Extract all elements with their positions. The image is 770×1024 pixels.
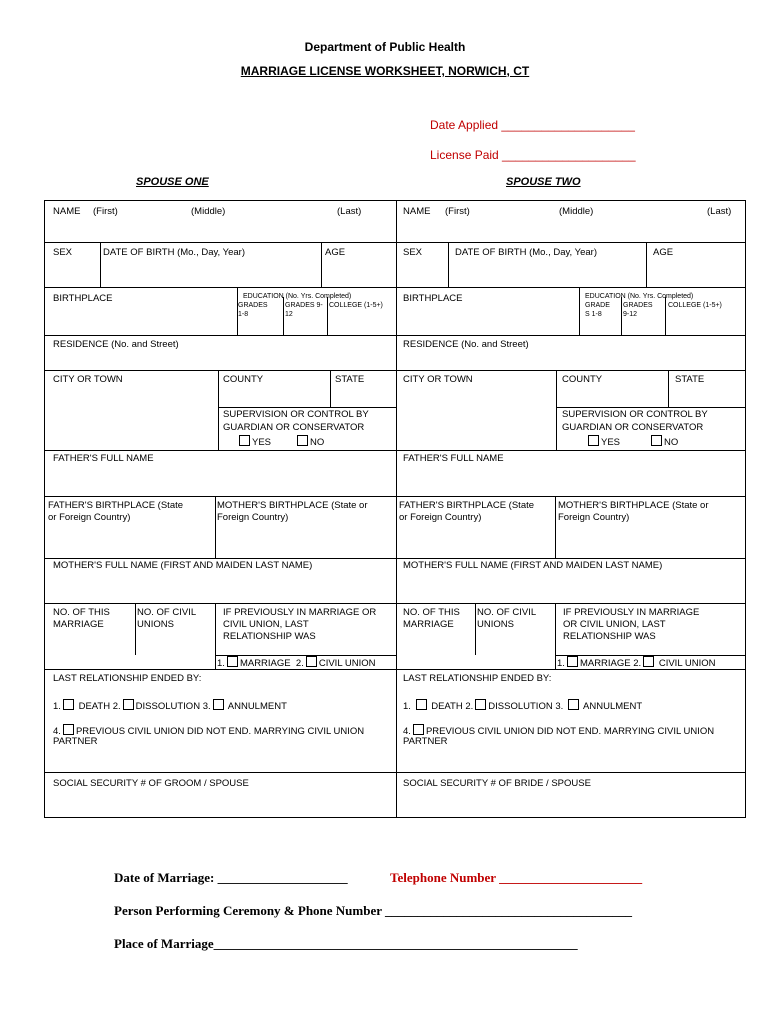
- s2-prev-2: OR CIVIL UNION, LAST: [563, 619, 666, 630]
- s2-annulment-checkbox[interactable]: [568, 699, 579, 710]
- s2-college-label: COLLEGE (1-5+): [668, 302, 722, 309]
- s1-no-marriage-1: NO. OF THIS: [53, 607, 110, 618]
- s2-birthplace-label: BIRTHPLACE: [403, 293, 463, 304]
- s1-father-name-label: FATHER'S FULL NAME: [53, 453, 154, 464]
- s1-middle-label: (Middle): [191, 206, 226, 217]
- s1-name-label: NAME: [53, 206, 81, 217]
- s2-previous-union-checkbox[interactable]: [413, 724, 424, 735]
- s2-prev-1: IF PREVIOUSLY IN MARRIAGE: [563, 607, 700, 618]
- date-of-marriage-field[interactable]: Date of Marriage: ____________________: [114, 870, 348, 885]
- s2-grades-9-12-b: 9-12: [623, 311, 638, 318]
- s2-yes-label: YES: [601, 437, 621, 448]
- s1-prev-options: 1. MARRIAGE 2. CIVIL UNION: [217, 658, 376, 669]
- s1-birthplace-label: BIRTHPLACE: [53, 293, 113, 304]
- s2-residence-label: RESIDENCE (No. and Street): [403, 339, 529, 350]
- s1-supervision-1: SUPERVISION OR CONTROL BY: [223, 409, 369, 420]
- spouse-one-heading: SPOUSE ONE: [136, 176, 209, 188]
- s1-ended-options: 1. DEATH 2. DISSOLUTION 3. ANNULMENT: [53, 701, 287, 712]
- s1-civil-union-checkbox[interactable]: [306, 656, 317, 667]
- s1-marriage-label: MARRIAGE: [239, 658, 291, 669]
- license-paid-field[interactable]: License Paid ____________________: [430, 148, 636, 162]
- s1-civil-union-label: CIVIL UNION: [318, 658, 376, 669]
- s1-residence-label: RESIDENCE (No. and Street): [53, 339, 179, 350]
- s2-education-label: EDUCATION (No. Yrs. Completed): [585, 293, 694, 300]
- s2-marriage-label: MARRIAGE: [579, 658, 631, 669]
- s2-ended-options: 1. DEATH 2. DISSOLUTION 3. ANNULMENT: [403, 701, 643, 712]
- s2-mother-bp-2: Foreign Country): [558, 512, 630, 523]
- s1-sex-label: SEX: [53, 247, 73, 258]
- s1-college-label: COLLEGE (1-5+): [329, 302, 383, 309]
- place-of-marriage-field[interactable]: Place of Marriage________________________________________________________: [114, 936, 578, 951]
- s1-yes-label: YES: [252, 437, 272, 448]
- s1-education-label: EDUCATION (No. Yrs. Completed): [243, 293, 352, 300]
- s2-sex-label: SEX: [403, 247, 423, 258]
- s2-no-label: NO: [664, 437, 679, 448]
- s2-first-label: (First): [445, 206, 470, 217]
- s2-prev-options: 1. MARRIAGE 2. CIVIL UNION: [557, 658, 716, 669]
- center-divider: [396, 201, 397, 818]
- s1-grades-1-8-a: GRADES: [238, 302, 268, 309]
- s2-supervision-no: [649, 435, 678, 449]
- s2-no-marriage-1: NO. OF THIS: [403, 607, 460, 618]
- s2-last-label: (Last): [707, 206, 732, 217]
- s2-grades-9-12-a: GRADES: [623, 302, 653, 309]
- s1-previous-union-checkbox[interactable]: [63, 724, 74, 735]
- s1-no-unions-2: UNIONS: [137, 619, 174, 630]
- s2-dissolution-checkbox[interactable]: [475, 699, 486, 710]
- s1-last-label: (Last): [337, 206, 362, 217]
- s2-no-marriage-2: MARRIAGE: [403, 619, 454, 630]
- s1-state-label: STATE: [335, 374, 365, 385]
- s2-father-bp-2: or Foreign Country): [399, 512, 482, 523]
- s1-grades-1-8-b: 1-8: [238, 311, 249, 318]
- s2-name-label: NAME: [403, 206, 431, 217]
- s2-no-unions-2: UNIONS: [477, 619, 514, 630]
- s2-end4-line2: PARTNER: [403, 736, 448, 747]
- s2-mother-bp-1: MOTHER'S BIRTHPLACE (State or: [558, 500, 709, 511]
- s1-age-label: AGE: [325, 247, 346, 258]
- s2-marriage-checkbox[interactable]: [567, 656, 578, 667]
- s1-no-unions-1: NO. OF CIVIL: [137, 607, 197, 618]
- s1-supervision-2: GUARDIAN OR CONSERVATOR: [223, 422, 365, 433]
- s1-death-checkbox[interactable]: [63, 699, 74, 710]
- s1-dob-label: DATE OF BIRTH (Mo., Day, Year): [103, 247, 246, 258]
- s2-supervision-1: SUPERVISION OR CONTROL BY: [562, 409, 708, 420]
- date-applied-field[interactable]: Date Applied ____________________: [430, 118, 635, 132]
- s2-end4-line1: 4. PREVIOUS CIVIL UNION DID NOT END. MARRYING CIVIL UNION: [403, 726, 715, 737]
- s1-first-label: (First): [93, 206, 118, 217]
- s1-dissolution-checkbox[interactable]: [123, 699, 134, 710]
- s1-ended-label: LAST RELATIONSHIP ENDED BY:: [53, 673, 202, 684]
- s1-father-bp-2: or Foreign Country): [48, 512, 131, 523]
- s2-death-checkbox[interactable]: [416, 699, 427, 710]
- s2-civil-union-checkbox[interactable]: [643, 656, 654, 667]
- s1-no-checkbox[interactable]: [297, 435, 308, 446]
- s2-grades-1-8-b: S 1-8: [585, 311, 602, 318]
- s1-prev-2: CIVIL UNION, LAST: [223, 619, 309, 630]
- s1-prev-3: RELATIONSHIP WAS: [223, 631, 316, 642]
- s2-supervision-yes: [586, 435, 620, 449]
- spouse-two-heading: SPOUSE TWO: [506, 176, 581, 188]
- worksheet-form: [44, 200, 746, 818]
- department-title: Department of Public Health: [304, 40, 466, 54]
- s1-father-bp-1: FATHER'S BIRTHPLACE (State: [48, 500, 184, 511]
- s2-ssn-label: SOCIAL SECURITY # OF BRIDE / SPOUSE: [403, 778, 591, 789]
- s2-city-label: CITY OR TOWN: [403, 374, 473, 385]
- s1-supervision-yes: [237, 435, 271, 449]
- s1-county-label: COUNTY: [223, 374, 264, 385]
- s1-ssn-label: SOCIAL SECURITY # OF GROOM / SPOUSE: [53, 778, 249, 789]
- s1-mother-name-label: MOTHER'S FULL NAME (FIRST AND MAIDEN LAST NAME): [53, 560, 313, 571]
- officiant-field[interactable]: Person Performing Ceremony & Phone Number ______________________________________: [114, 903, 633, 918]
- s2-no-unions-1: NO. OF CIVIL: [477, 607, 537, 618]
- s2-mother-name-label: MOTHER'S FULL NAME (FIRST AND MAIDEN LAST NAME): [403, 560, 663, 571]
- s2-father-bp-1: FATHER'S BIRTHPLACE (State: [399, 500, 535, 511]
- s1-mother-bp-1: MOTHER'S BIRTHPLACE (State or: [217, 500, 368, 511]
- s1-end4-line2: PARTNER: [53, 736, 98, 747]
- s2-prev-3: RELATIONSHIP WAS: [563, 631, 656, 642]
- telephone-number-field[interactable]: Telephone Number ______________________: [390, 870, 643, 885]
- s1-no-label: NO: [310, 437, 325, 448]
- s2-supervision-2: GUARDIAN OR CONSERVATOR: [562, 422, 704, 433]
- s1-yes-checkbox[interactable]: [239, 435, 250, 446]
- s2-no-checkbox[interactable]: [651, 435, 662, 446]
- s2-age-label: AGE: [653, 247, 674, 258]
- s1-marriage-checkbox[interactable]: [227, 656, 238, 667]
- s2-state-label: STATE: [675, 374, 705, 385]
- s1-grades-9-12-b: 12: [285, 311, 293, 318]
- form-title: MARRIAGE LICENSE WORKSHEET, NORWICH, CT: [240, 64, 530, 78]
- s1-mother-bp-2: Foreign Country): [217, 512, 289, 523]
- s1-supervision-no: [295, 435, 324, 449]
- s2-yes-checkbox[interactable]: [588, 435, 599, 446]
- s1-annulment-checkbox[interactable]: [213, 699, 224, 710]
- s1-no-marriage-2: MARRIAGE: [53, 619, 104, 630]
- s2-county-label: COUNTY: [562, 374, 603, 385]
- s2-ended-label: LAST RELATIONSHIP ENDED BY:: [403, 673, 552, 684]
- s2-grades-1-8-a: GRADE: [585, 302, 610, 309]
- s2-father-name-label: FATHER'S FULL NAME: [403, 453, 504, 464]
- s2-civil-union-label: CIVIL UNION: [658, 658, 716, 669]
- s1-end4-line1: 4. PREVIOUS CIVIL UNION DID NOT END. MARRYING CIVIL UNION: [53, 726, 365, 737]
- s1-city-label: CITY OR TOWN: [53, 374, 123, 385]
- s2-dob-label: DATE OF BIRTH (Mo., Day, Year): [455, 247, 598, 258]
- s1-grades-9-12-a: GRADES 9-: [285, 302, 323, 309]
- s1-prev-1: IF PREVIOUSLY IN MARRIAGE OR: [223, 607, 377, 618]
- s2-middle-label: (Middle): [559, 206, 594, 217]
